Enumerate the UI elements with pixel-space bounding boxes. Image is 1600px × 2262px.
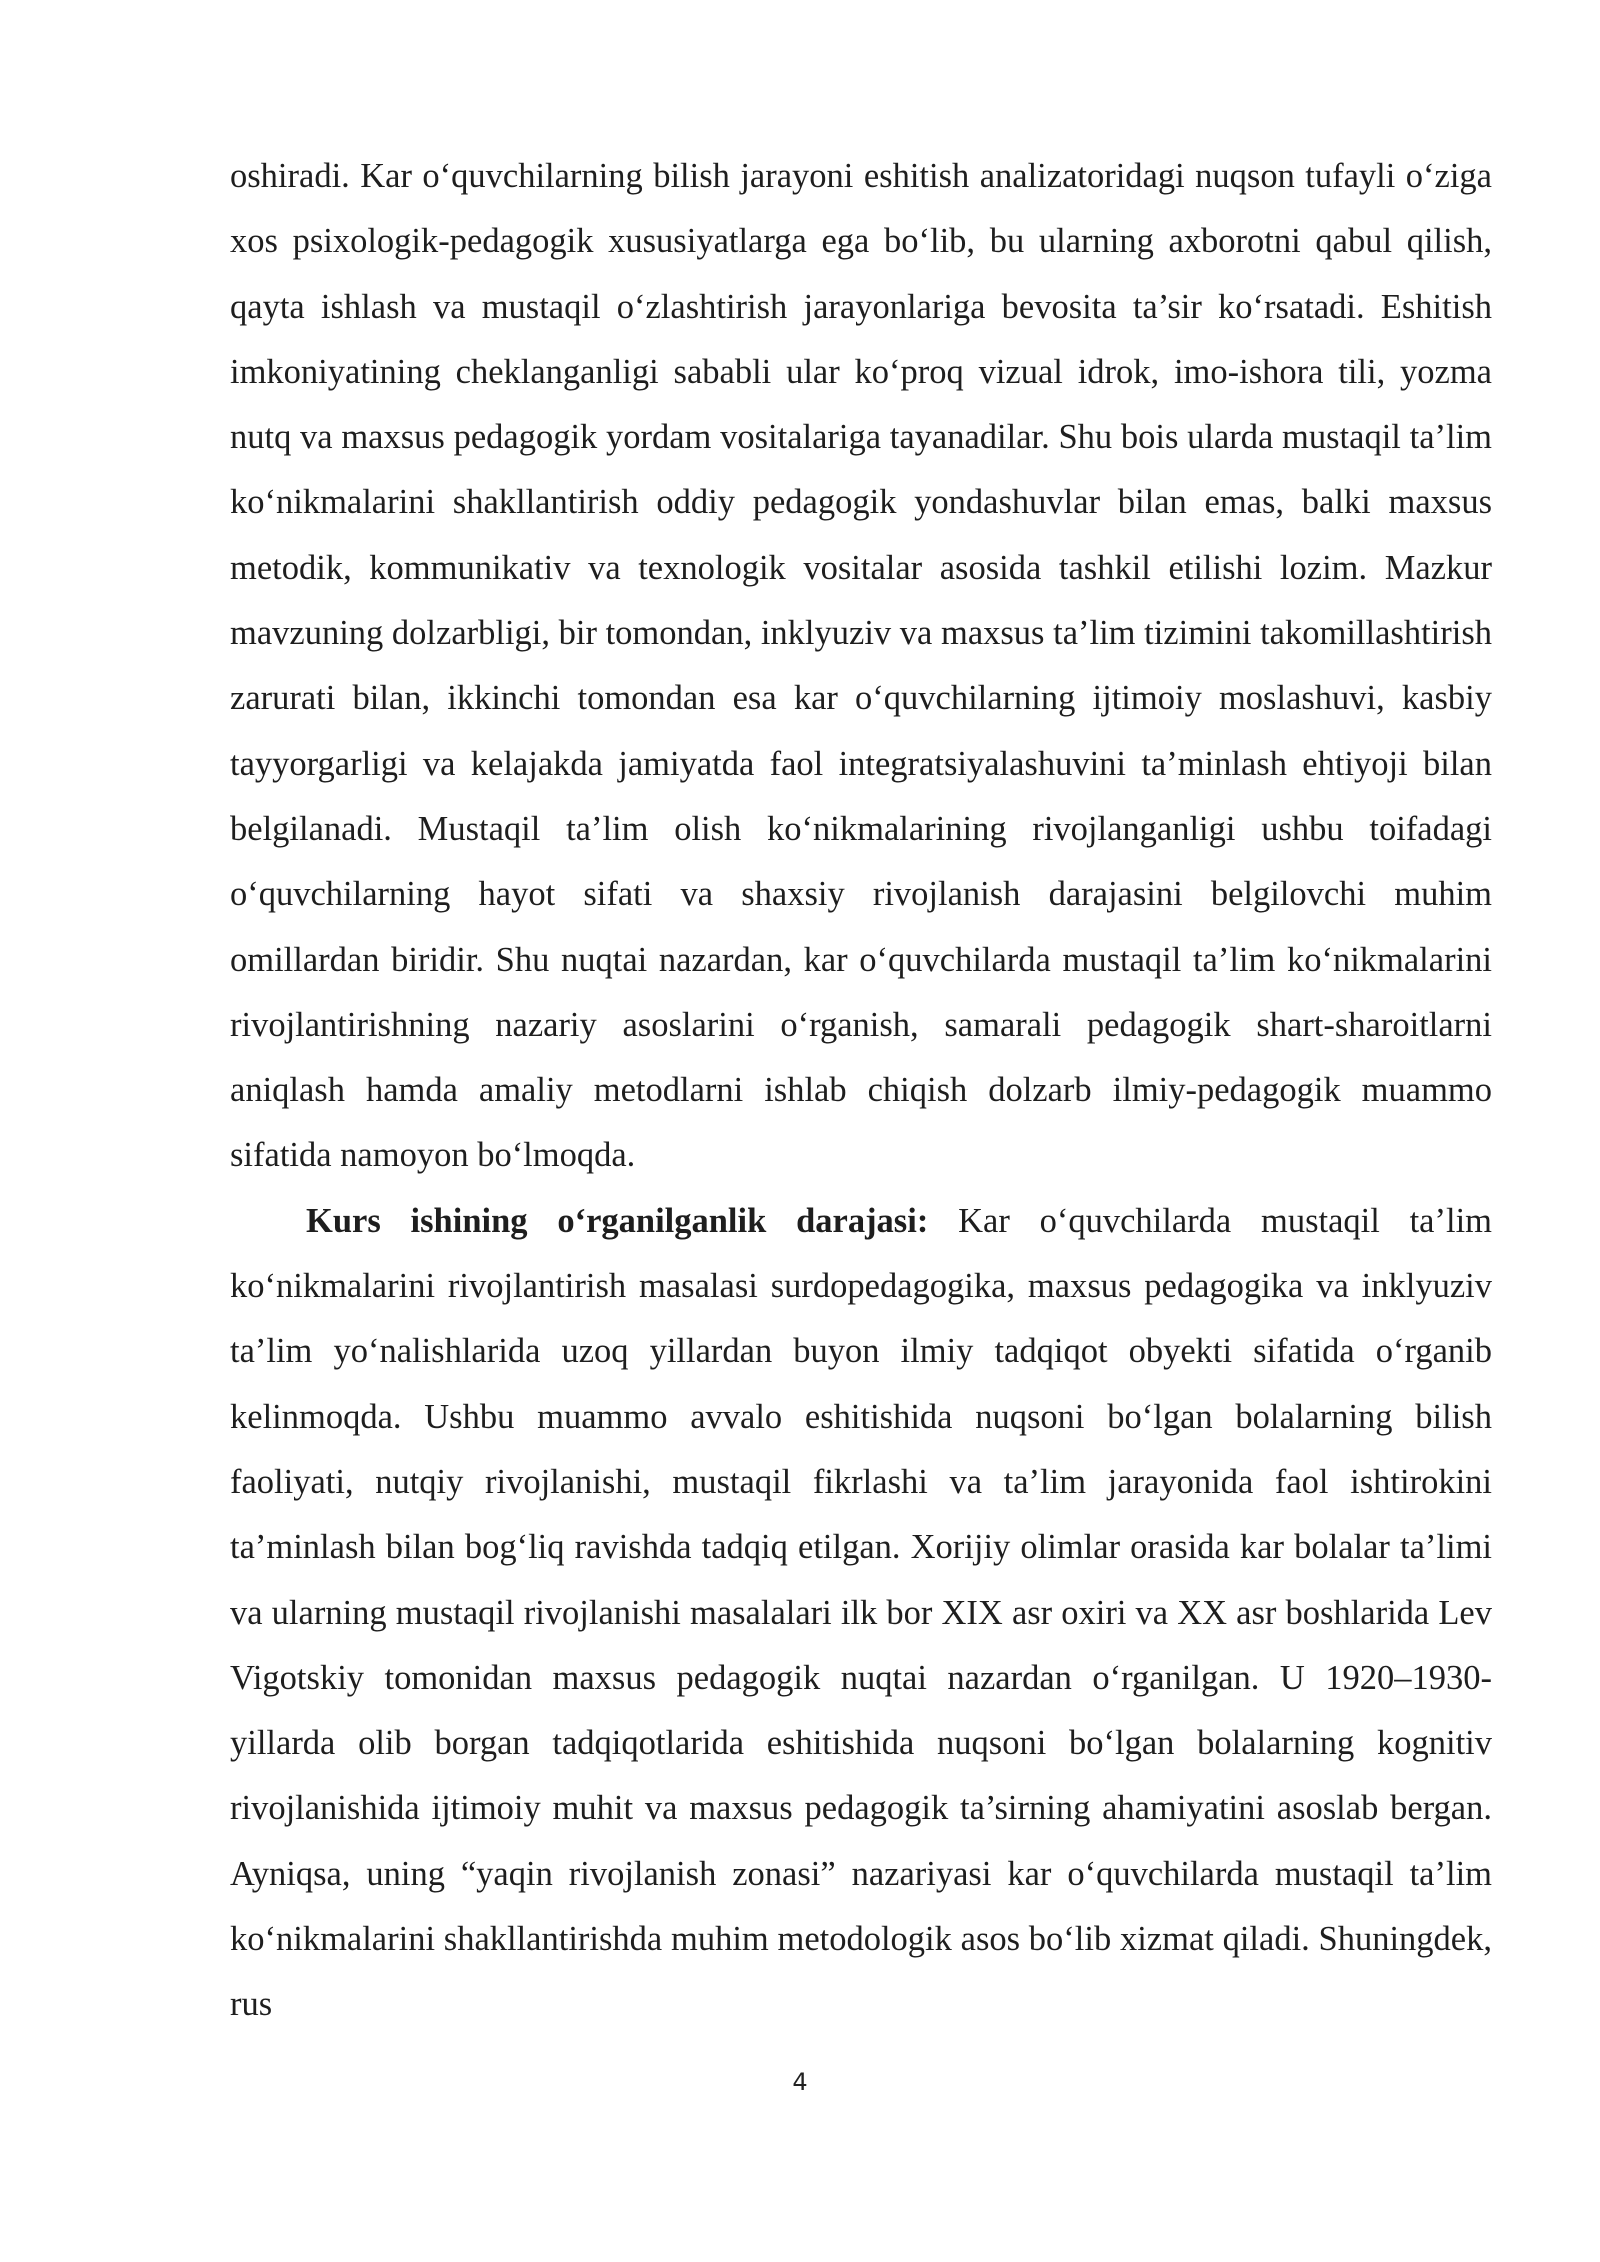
document-body — [230, 144, 1492, 2038]
paragraph-2-heading: Kurs ishining o‘rganilganlik darajasi: — [306, 1201, 929, 1240]
page-number: 4 — [792, 2068, 808, 2096]
paragraph-2-text: Kar o‘quvchilarda mustaqil ta’lim ko‘nikmalarini rivojlantirish masalasi surdopedagogika, maxsus pedagogika va inklyuziv ta’lim yo‘nalishlarida uzoq yillardan buyon ilmiy tadqiqot obyekti sifatida o‘rganib kelinmoqda. Ushbu muammo avvalo eshitishida nuqsoni bo‘lgan bolalarning bilish faoliyati, nutqiy rivojlanishi, mustaqil fikrlashi va ta’lim jarayonida faol ishtirokini ta’minlash bilan bog‘liq ravishda tadqiq etilgan. Xorijiy olimlar orasida kar bolalar ta’limi va ularning mustaqil rivojlanishi masalalari ilk bor XIX asr oxiri va XX asr boshlarida Lev Vigotskiy tomonidan maxsus pedagogik nuqtai nazardan o‘rganilgan. U 1920–1930-yillarda olib borgan tadqiqotlarida eshitishida nuqsoni bo‘lgan bolalarning kognitiv rivojlanishida ijtimoiy muhit va maxsus pedagogik ta’sirning ahamiyatini asoslab bergan. Ayniqsa, uning “yaqin rivojlanish zonasi” nazariyasi kar o‘quvchilarda mustaqil ta’lim ko‘nikmalarini shakllantirishda muhim metodologik asos bo‘lib xizmat qiladi. Shuningdek, rus — [230, 1201, 1492, 2024]
paragraph-1 — [230, 144, 1492, 1189]
paragraph-1-text: oshiradi. Kar o‘quvchilarning bilish jarayoni eshitish analizatoridagi nuqson tufayli o‘ziga xos psixologik-pedagogik xususiyatlarga ega bo‘lib, bu ularning axborotni qabul qilish, qayta ishlash va mustaqil o‘zlashtirish jarayonlariga bevosita ta’sir ko‘rsatadi. Eshitish imkoniyatining cheklanganligi sababli ular ko‘proq vizual idrok, imo-ishora tili, yozma nutq va maxsus pedagogik yordam vositalariga tayanadilar. Shu bois ularda mustaqil ta’lim ko‘nikmalarini shakllantirish oddiy pedagogik yondashuvlar bilan emas, balki maxsus metodik, kommunikativ va texnologik vositalar asosida tashkil etilishi lozim. Mazkur mavzuning dolzarbligi, bir tomondan, inklyuziv va maxsus ta’lim tizimini takomillashtirish zarurati bilan, ikkinchi tomondan esa kar o‘quvchilarning ijtimoiy moslashuvi, kasbiy tayyorgarligi va kelajakda jamiyatda faol integratsiyalashuvini ta’minlash ehtiyoji bilan belgilanadi. Mustaqil ta’lim olish ko‘nikmalarining rivojlanganligi ushbu toifadagi o‘quvchilarning hayot sifati va shaxsiy rivojlanish darajasini belgilovchi muhim omillardan biridir. Shu nuqtai nazardan, kar o‘quvchilarda mustaqil ta’lim ko‘nikmalarini rivojlantirishning nazariy asoslarini o‘rganish, samarali pedagogik shart-sharoitlarni aniqlash hamda amaliy metodlarni ishlab chiqish dolzarb ilmiy-pedagogik muammo sifatida namoyon bo‘lmoqda. — [230, 157, 1492, 1175]
paragraph-2 — [230, 1189, 1492, 2038]
